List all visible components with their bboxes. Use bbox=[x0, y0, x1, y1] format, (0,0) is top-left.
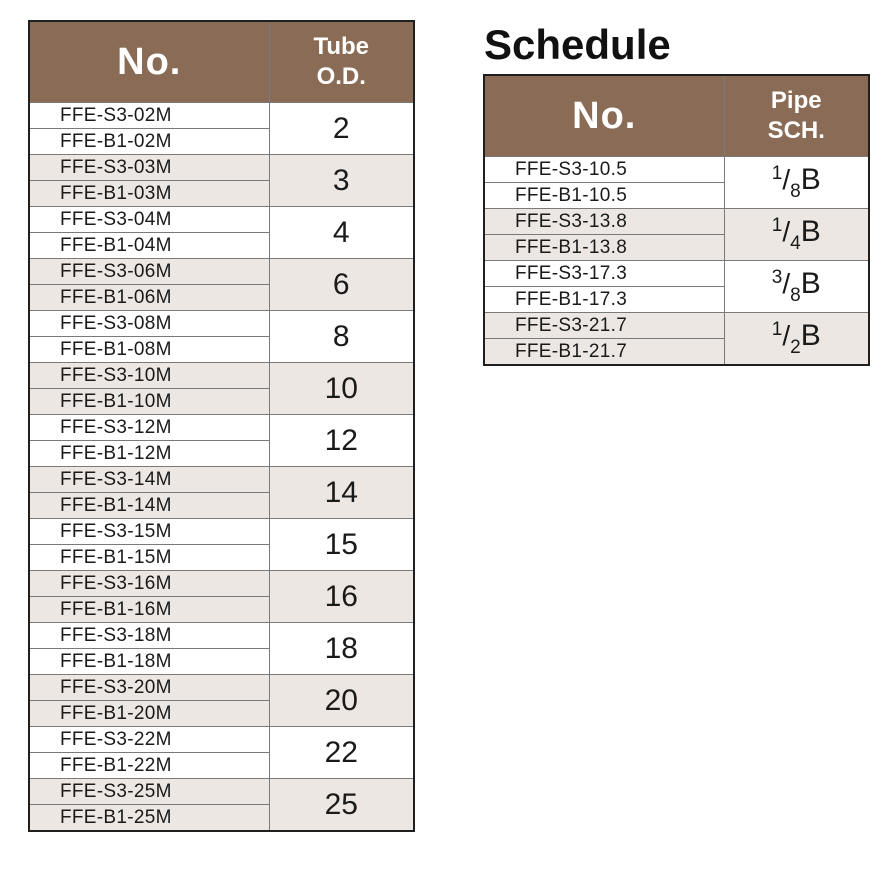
tube-od-cell: 4 bbox=[269, 207, 414, 259]
part-number-cell: FFE-S3-16M bbox=[29, 571, 269, 597]
pipe-sch-cell bbox=[724, 157, 869, 209]
fraction-denominator: 2 bbox=[790, 336, 801, 358]
pipe-unit: B bbox=[800, 214, 821, 248]
tube-table-header-row bbox=[29, 21, 414, 103]
schedule-header-sch-line2: SCH. bbox=[767, 117, 825, 144]
table-row bbox=[29, 415, 414, 441]
pipe-unit: B bbox=[800, 318, 821, 352]
fraction-numerator: 1 bbox=[771, 214, 783, 236]
part-number-cell: FFE-S3-18M bbox=[29, 623, 269, 649]
part-number-cell: FFE-B1-16M bbox=[29, 597, 269, 623]
part-number-cell: FFE-B1-02M bbox=[29, 129, 269, 155]
schedule-title: Schedule bbox=[484, 21, 671, 68]
part-number-cell: FFE-B1-10M bbox=[29, 389, 269, 415]
part-number-cell: FFE-S3-21.7 bbox=[484, 313, 724, 339]
fraction-denominator: 8 bbox=[790, 284, 801, 306]
part-number-cell: FFE-S3-25M bbox=[29, 779, 269, 805]
tube-header-no: No. bbox=[29, 21, 269, 103]
schedule-header-no: No. bbox=[484, 75, 724, 157]
part-number-cell: FFE-B1-08M bbox=[29, 337, 269, 363]
schedule-header-sch bbox=[724, 75, 869, 157]
pipe-unit: B bbox=[800, 162, 821, 196]
fraction-denominator: 4 bbox=[790, 232, 801, 254]
table-row bbox=[29, 363, 414, 389]
part-number-cell: FFE-S3-06M bbox=[29, 259, 269, 285]
table-row bbox=[29, 467, 414, 493]
tube-od-cell: 16 bbox=[269, 571, 414, 623]
pipe-sch-cell bbox=[724, 209, 869, 261]
tube-header-od-line2: O.D. bbox=[316, 63, 366, 90]
table-row bbox=[484, 209, 869, 235]
table-row bbox=[29, 779, 414, 805]
tube-header-od-line1: Tube bbox=[313, 33, 370, 60]
fraction-slash: / bbox=[782, 267, 791, 299]
tube-od-cell: 18 bbox=[269, 623, 414, 675]
part-number-cell: FFE-B1-06M bbox=[29, 285, 269, 311]
schedule-table bbox=[483, 74, 870, 366]
fraction-numerator: 1 bbox=[771, 318, 783, 340]
tube-od-cell: 10 bbox=[269, 363, 414, 415]
part-number-cell: FFE-S3-14M bbox=[29, 467, 269, 493]
part-number-cell: FFE-S3-12M bbox=[29, 415, 269, 441]
table-row bbox=[29, 207, 414, 233]
part-number-cell: FFE-B1-21.7 bbox=[484, 339, 724, 366]
part-number-cell: FFE-B1-04M bbox=[29, 233, 269, 259]
fraction-numerator: 1 bbox=[771, 162, 783, 184]
part-number-cell: FFE-B1-22M bbox=[29, 753, 269, 779]
part-number-cell: FFE-B1-20M bbox=[29, 701, 269, 727]
part-number-cell: FFE-B1-13.8 bbox=[484, 235, 724, 261]
pipe-sch-cell bbox=[724, 261, 869, 313]
table-row bbox=[29, 311, 414, 337]
fraction-numerator: 3 bbox=[771, 266, 783, 288]
fraction-slash: / bbox=[782, 163, 791, 195]
fraction-denominator: 8 bbox=[790, 180, 801, 202]
schedule-header-sch-line1: Pipe bbox=[770, 87, 822, 114]
table-row bbox=[484, 157, 869, 183]
tube-header-od bbox=[269, 21, 414, 103]
part-number-cell: FFE-S3-15M bbox=[29, 519, 269, 545]
table-row bbox=[29, 155, 414, 181]
part-number-cell: FFE-B1-10.5 bbox=[484, 183, 724, 209]
tube-od-cell: 22 bbox=[269, 727, 414, 779]
part-number-cell: FFE-S3-10M bbox=[29, 363, 269, 389]
table-row bbox=[29, 103, 414, 129]
pipe-sch-cell bbox=[724, 313, 869, 366]
part-number-cell: FFE-B1-14M bbox=[29, 493, 269, 519]
part-number-cell: FFE-S3-10.5 bbox=[484, 157, 724, 183]
tube-od-cell: 14 bbox=[269, 467, 414, 519]
tube-od-cell: 12 bbox=[269, 415, 414, 467]
tube-od-cell: 2 bbox=[269, 103, 414, 155]
part-number-cell: FFE-B1-17.3 bbox=[484, 287, 724, 313]
part-number-cell: FFE-S3-02M bbox=[29, 103, 269, 129]
tube-od-table bbox=[28, 20, 415, 832]
part-number-cell: FFE-S3-17.3 bbox=[484, 261, 724, 287]
table-row bbox=[29, 623, 414, 649]
part-number-cell: FFE-B1-15M bbox=[29, 545, 269, 571]
pipe-unit: B bbox=[800, 266, 821, 300]
part-number-cell: FFE-B1-03M bbox=[29, 181, 269, 207]
part-number-cell: FFE-S3-22M bbox=[29, 727, 269, 753]
part-number-cell: FFE-S3-04M bbox=[29, 207, 269, 233]
table-row bbox=[29, 675, 414, 701]
table-row bbox=[29, 259, 414, 285]
schedule-table-header-row bbox=[484, 75, 869, 157]
schedule-table-body bbox=[484, 157, 869, 366]
tube-table-body bbox=[29, 103, 414, 832]
part-number-cell: FFE-B1-12M bbox=[29, 441, 269, 467]
table-row bbox=[29, 727, 414, 753]
part-number-cell: FFE-B1-25M bbox=[29, 805, 269, 832]
fraction-slash: / bbox=[782, 215, 791, 247]
part-number-cell: FFE-S3-08M bbox=[29, 311, 269, 337]
table-row bbox=[484, 261, 869, 287]
part-number-cell: FFE-S3-13.8 bbox=[484, 209, 724, 235]
part-number-cell: FFE-S3-20M bbox=[29, 675, 269, 701]
fraction-slash: / bbox=[782, 319, 791, 351]
tube-od-cell: 15 bbox=[269, 519, 414, 571]
tube-od-cell: 6 bbox=[269, 259, 414, 311]
part-number-cell: FFE-B1-18M bbox=[29, 649, 269, 675]
table-row bbox=[29, 571, 414, 597]
table-row bbox=[484, 313, 869, 339]
tube-od-cell: 3 bbox=[269, 155, 414, 207]
tube-od-cell: 20 bbox=[269, 675, 414, 727]
tube-od-cell: 25 bbox=[269, 779, 414, 832]
part-number-cell: FFE-S3-03M bbox=[29, 155, 269, 181]
table-row bbox=[29, 519, 414, 545]
tube-od-cell: 8 bbox=[269, 311, 414, 363]
